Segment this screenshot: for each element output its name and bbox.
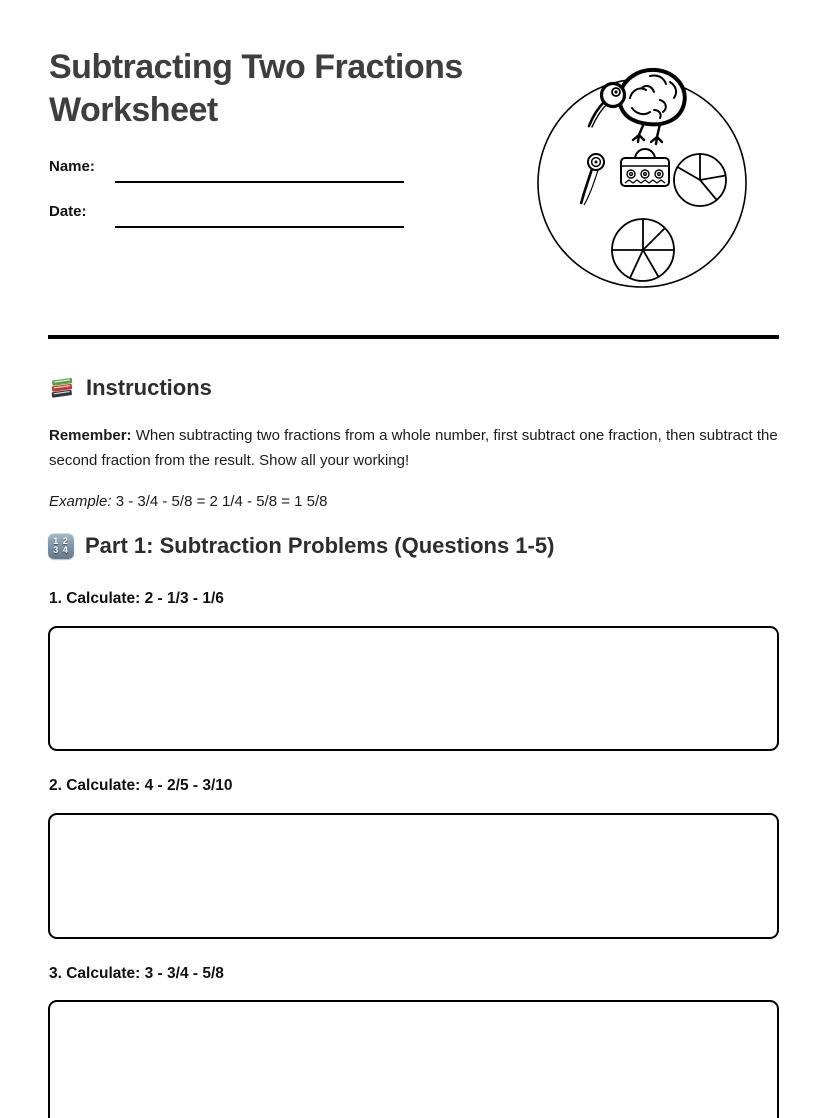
remember-text: When subtracting two fractions from a whole number, first subtract one fraction, then subtract the second fraction from the result. Show all your working! (49, 427, 778, 469)
question-2-label: 2. Calculate: 4 - 2/5 - 3/10 (49, 777, 233, 794)
koru-icon (581, 154, 604, 205)
part1-heading (48, 533, 554, 559)
example-text: 3 - 3/4 - 5/8 = 2 1/4 - 5/8 = 1 5/8 (115, 493, 328, 510)
cake-icon (621, 149, 669, 186)
kiwi-bird-icon (589, 70, 685, 144)
remember-label: Remember: (49, 427, 132, 444)
page-title: Subtracting Two Fractions Worksheet (49, 48, 463, 129)
answer-box-2[interactable] (48, 813, 779, 939)
date-input-line[interactable] (115, 226, 404, 228)
books-icon (48, 374, 75, 401)
instructions-heading-label: Instructions (86, 374, 212, 400)
name-label: Name: (49, 158, 95, 175)
question-1-label: 1. Calculate: 2 - 1/3 - 1/6 (49, 590, 224, 607)
date-label: Date: (49, 203, 87, 220)
question-3-label: 3. Calculate: 3 - 3/4 - 5/8 (49, 965, 224, 982)
remember-paragraph (49, 423, 781, 473)
section-divider (48, 335, 779, 339)
answer-box-1[interactable] (48, 626, 779, 751)
example-line (49, 489, 781, 514)
big-pie-icon (612, 219, 674, 281)
example-label: Example: (49, 493, 112, 510)
answer-box-3[interactable] (48, 1000, 779, 1118)
kiwi-fractions-illustration (532, 64, 752, 292)
instructions-heading (48, 374, 212, 401)
name-input-line[interactable] (115, 181, 404, 183)
input-numbers-icon: 1 2 3 4 (48, 533, 74, 559)
small-pie-icon (674, 154, 726, 206)
part1-heading-label: Part 1: Subtraction Problems (Questions 1-5) (85, 533, 555, 558)
